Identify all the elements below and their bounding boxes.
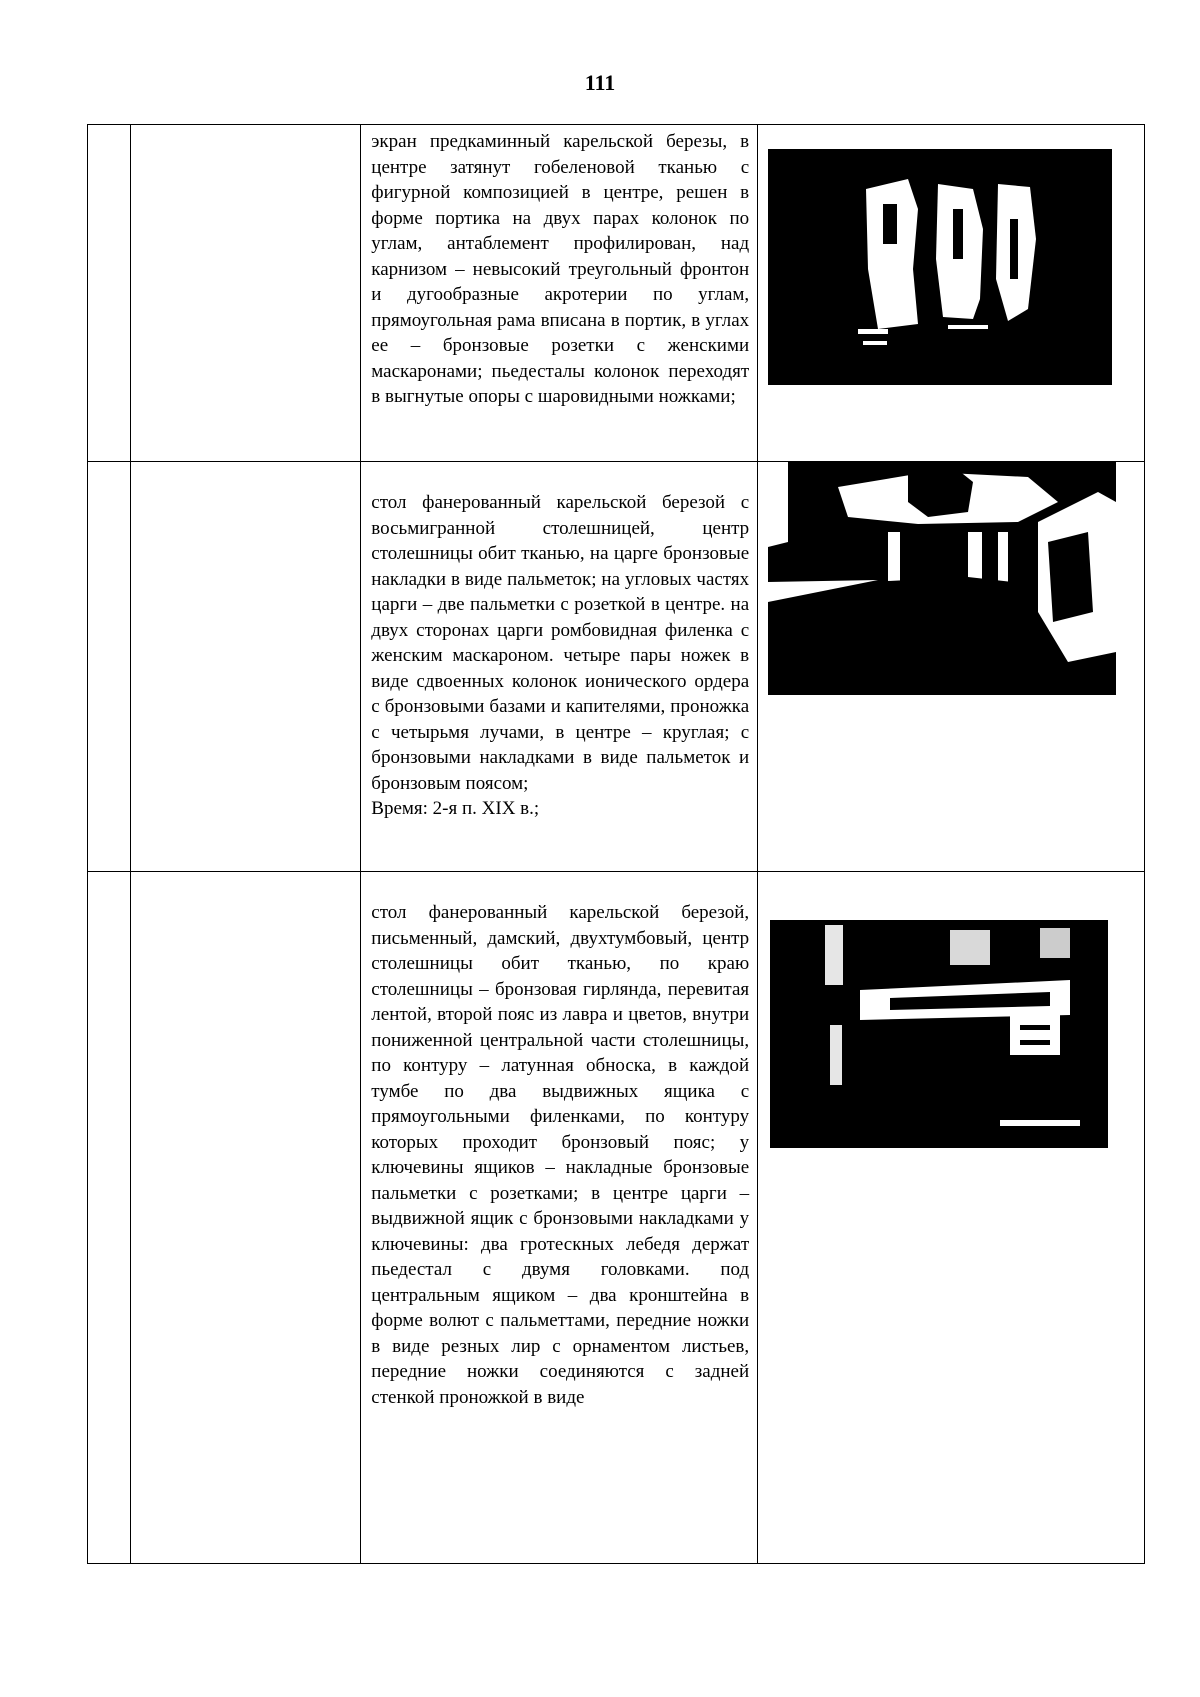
name-cell [131, 872, 361, 1564]
item-description: стол фанерованный карельской березой с восьмигранной столешницей, центр столешницы обит тканью, на царге бронзовые накладки в виде пальметок; на угловых частях царги – две пальметки с розеткой в центре. на двух сторонах царги ромбовидная филенка с женским маскароном. четыре пары ножек в виде сдвоенных колонок ионического ордера с бронзовыми базами и капителями, проножка с четырьмя лучами, в центре – круглая; с бронзовыми накладками в виде пальметок и бронзовым поясом; [371, 492, 750, 794]
name-cell [131, 125, 361, 462]
item-time: Время: 2-я п. XIX в.; [371, 798, 540, 819]
description-cell [361, 872, 758, 1564]
number-cell [88, 462, 131, 872]
writing-desk-photo-icon [770, 920, 1108, 1148]
table-photo-icon [768, 462, 1116, 695]
table-row [88, 125, 1145, 462]
table-row [88, 872, 1145, 1564]
photo-cell [758, 462, 1145, 872]
item-description: экран предкаминный карельской березы, в центре затянут гобеленовой тканью с фигурной композицией в центре, решен в форме портика на двух парах колонок по углам, антаблемент профилирован, над карнизом – невысокий треугольный фронтон и дугообразные акротерии по углам, прямоугольная рама вписана в портик, в углах ее – бронзовые розетки с женскими маскаронами; пьедесталы колонок переходят в выгнутые опоры с шаровидными ножками; [371, 131, 750, 407]
page-number: 111 [584, 70, 616, 95]
name-cell [131, 462, 361, 872]
description-cell [361, 125, 758, 462]
table-row [88, 462, 1145, 872]
description-cell [361, 462, 758, 872]
fireplace-screen-photo-icon [768, 149, 1112, 385]
item-description: стол фанерованный карельской березой, письменный, дамский, двухтумбовый, центр столешницы обит тканью, по краю столешницы – бронзовая гирлянда, перевитая лентой, второй пояс из лавра и цветов, внутри пониженной центральной части столешницы, по контуру – латунная обноска, в каждой тумбе по два выдвижных ящика с прямоугольными филенками, по контуру которых проходит бронзовый пояс; у ключевины ящиков – накладные бронзовые пальметки с розетками; в центре царги – выдвижной ящик с бронзовыми накладками у ключевины: два гротескных лебедя держат пьедестал с двумя головками. под центральным ящиком – два кронштейна в форме волют с пальметтами, передние ножки в виде резных лир с орнаментом листьев, передние ножки соединяются с задней стенкой проножкой в виде [371, 902, 750, 1408]
number-cell [88, 125, 131, 462]
photo-cell [758, 872, 1145, 1564]
inventory-table [87, 124, 1145, 1564]
photo-cell [758, 125, 1145, 462]
number-cell [88, 872, 131, 1564]
